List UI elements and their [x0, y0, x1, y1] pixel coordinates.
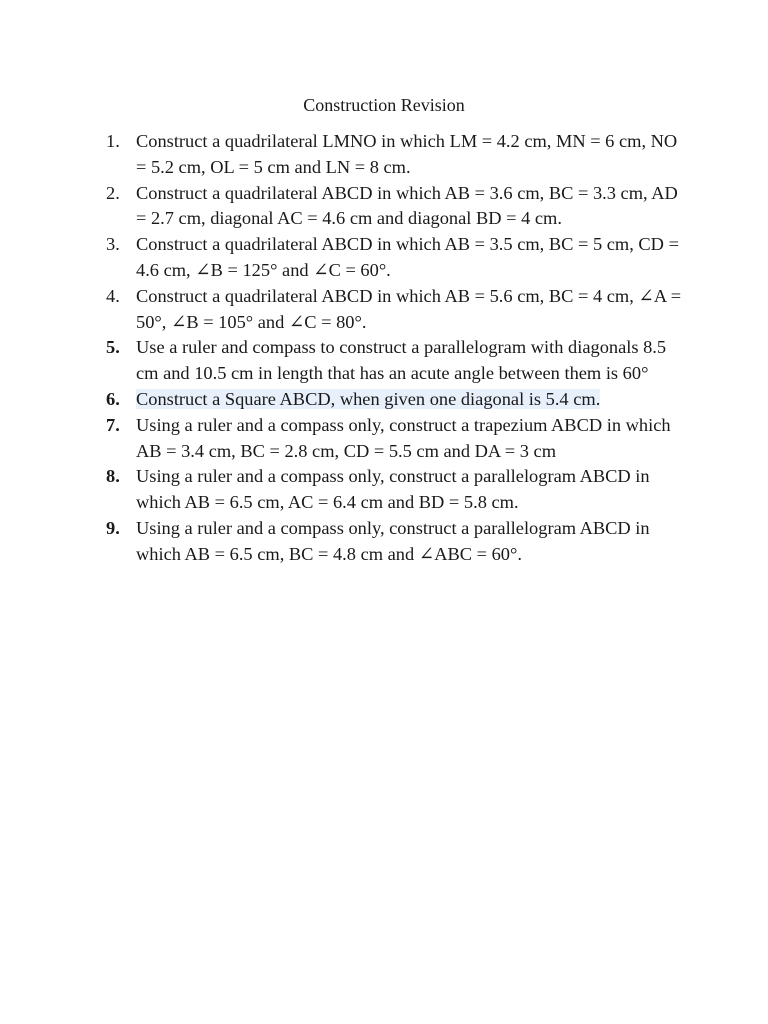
question-item-6: [106, 387, 686, 413]
question-item-9: [106, 516, 686, 568]
question-text: Using a ruler and a compass only, construct a trapezium ABCD in which AB = 3.4 cm, BC = 2.8 cm, CD = 5.5 cm and DA = 3 cm: [136, 414, 671, 461]
question-text: Using a ruler and a compass only, construct a parallelogram ABCD in which AB = 6.5 cm, BC = 4.8 cm and ∠ABC = 60°.: [136, 517, 650, 564]
question-text: Construct a quadrilateral ABCD in which AB = 3.6 cm, BC = 3.3 cm, AD = 2.7 cm, diagonal AC = 4.6 cm and diagonal BD = 4 cm.: [136, 182, 678, 229]
question-item-1: [106, 129, 686, 181]
question-item-7: [106, 413, 686, 465]
question-text: Construct a quadrilateral LMNO in which LM = 4.2 cm, MN = 6 cm, NO = 5.2 cm, OL = 5 cm and LN = 8 cm.: [136, 131, 678, 177]
question-number: 6.: [106, 388, 120, 409]
question-number: 9.: [106, 517, 120, 538]
question-item-5: [106, 335, 686, 387]
question-text: Use a ruler and compass to construct a parallelogram with diagonals 8.5 cm and 10.5 cm in length that has an acute angle between them is 60°: [136, 337, 667, 384]
question-number: 5.: [106, 337, 120, 358]
question-number: 2.: [106, 182, 120, 203]
document-title: Construction Revision: [303, 95, 465, 115]
question-number: 4.: [106, 285, 120, 306]
highlighted-text: Construct a Square ABCD, when given one diagonal is 5.4 cm.: [136, 388, 601, 409]
question-item-3: [106, 232, 686, 284]
question-text: Construct a quadrilateral ABCD in which AB = 5.6 cm, BC = 4 cm, ∠A = 50°, ∠B = 105° and ∠C = 80°.: [136, 285, 682, 332]
question-number: 7.: [106, 414, 120, 435]
question-number: 1.: [106, 131, 120, 151]
question-list: [106, 129, 686, 568]
question-text: [136, 389, 600, 409]
question-item-4: [106, 284, 686, 336]
question-text: Using a ruler and a compass only, construct a parallelogram ABCD in which AB = 6.5 cm, AC = 6.4 cm and BD = 5.8 cm.: [136, 466, 650, 513]
question-text: Construct a quadrilateral ABCD in which AB = 3.5 cm, BC = 5 cm, CD = 4.6 cm, ∠B = 125° and ∠C = 60°.: [136, 234, 679, 280]
question-number: 3.: [106, 234, 120, 255]
question-number: 8.: [106, 466, 120, 487]
question-item-8: [106, 464, 686, 516]
question-item-2: [106, 181, 686, 233]
